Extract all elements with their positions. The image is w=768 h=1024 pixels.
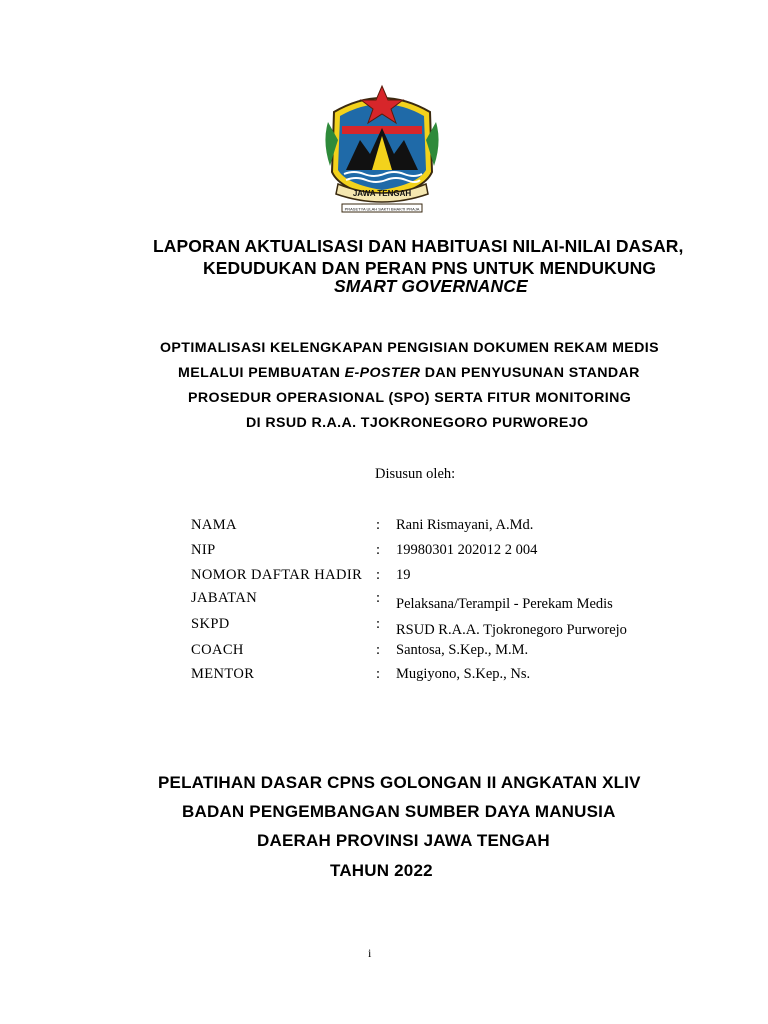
identity-label: NOMOR DAFTAR HADIR xyxy=(191,567,363,583)
identity-value: Mugiyono, S.Kep., Ns. xyxy=(396,666,531,682)
report-title-line-1: LAPORAN AKTUALISASI DAN HABITUASI NILAI-NILAI DASAR, xyxy=(153,236,684,256)
identity-colon: : xyxy=(376,616,381,632)
identity-label: NIP xyxy=(191,542,216,558)
prepared-by-label: Disusun oleh: xyxy=(375,466,456,482)
identity-label: NAMA xyxy=(191,517,237,533)
identity-value: 19980301 202012 2 004 xyxy=(396,542,538,558)
identity-value: Pelaksana/Terampil - Perekam Medis xyxy=(396,596,613,612)
emblem-graphic xyxy=(320,82,444,214)
subtitle-line-2 xyxy=(178,365,640,381)
subtitle-line-4: DI RSUD R.A.A. TJOKRONEGORO PURWOREJO xyxy=(246,415,589,431)
identity-value: Santosa, S.Kep., M.M. xyxy=(396,642,529,658)
identity-colon: : xyxy=(376,642,381,658)
report-title-line-2: KEDUDUKAN DAN PERAN PNS UNTUK MENDUKUNG xyxy=(203,258,657,278)
report-title-line-3: SMART GOVERNANCE xyxy=(334,276,528,296)
subtitle-line-1: OPTIMALISASI KELENGKAPAN PENGISIAN DOKUMEN REKAM MEDIS xyxy=(160,340,660,356)
footer-line-2: BADAN PENGEMBANGAN SUMBER DAYA MANUSIA xyxy=(182,802,616,821)
subtitle-line-2-pre: MELALUI PEMBUATAN xyxy=(178,365,345,381)
footer-line-1: PELATIHAN DASAR CPNS GOLONGAN II ANGKATAN XLIV xyxy=(158,773,641,792)
jawa-tengah-emblem-logo xyxy=(320,82,444,214)
identity-colon: : xyxy=(376,517,381,533)
identity-label: MENTOR xyxy=(191,666,255,682)
identity-label: JABATAN xyxy=(191,590,258,606)
identity-label: COACH xyxy=(191,642,244,658)
identity-colon: : xyxy=(376,590,381,606)
identity-label: SKPD xyxy=(191,616,230,632)
page-number: i xyxy=(368,946,372,960)
identity-colon: : xyxy=(376,567,381,583)
subtitle-line-2-em: E-POSTER xyxy=(344,365,421,381)
subtitle-line-3: PROSEDUR OPERASIONAL (SPO) SERTA FITUR MONITORING xyxy=(188,390,632,406)
identity-value: 19 xyxy=(396,567,411,583)
identity-value: Rani Rismayani, A.Md. xyxy=(396,517,534,533)
identity-colon: : xyxy=(376,542,381,558)
footer-line-3: DAERAH PROVINSI JAWA TENGAH xyxy=(257,831,550,850)
emblem-banner-text: JAWA TENGAH xyxy=(352,189,412,198)
identity-colon: : xyxy=(376,666,381,682)
subtitle-line-2-post: DAN PENYUSUNAN STANDAR xyxy=(420,365,640,381)
emblem-motto-text: PRASETYA ULAH SAKTI BHAKTI PRAJA xyxy=(344,206,420,212)
identity-value: RSUD R.A.A. Tjokronegoro Purworejo xyxy=(396,622,627,638)
footer-line-4: TAHUN 2022 xyxy=(330,861,433,880)
